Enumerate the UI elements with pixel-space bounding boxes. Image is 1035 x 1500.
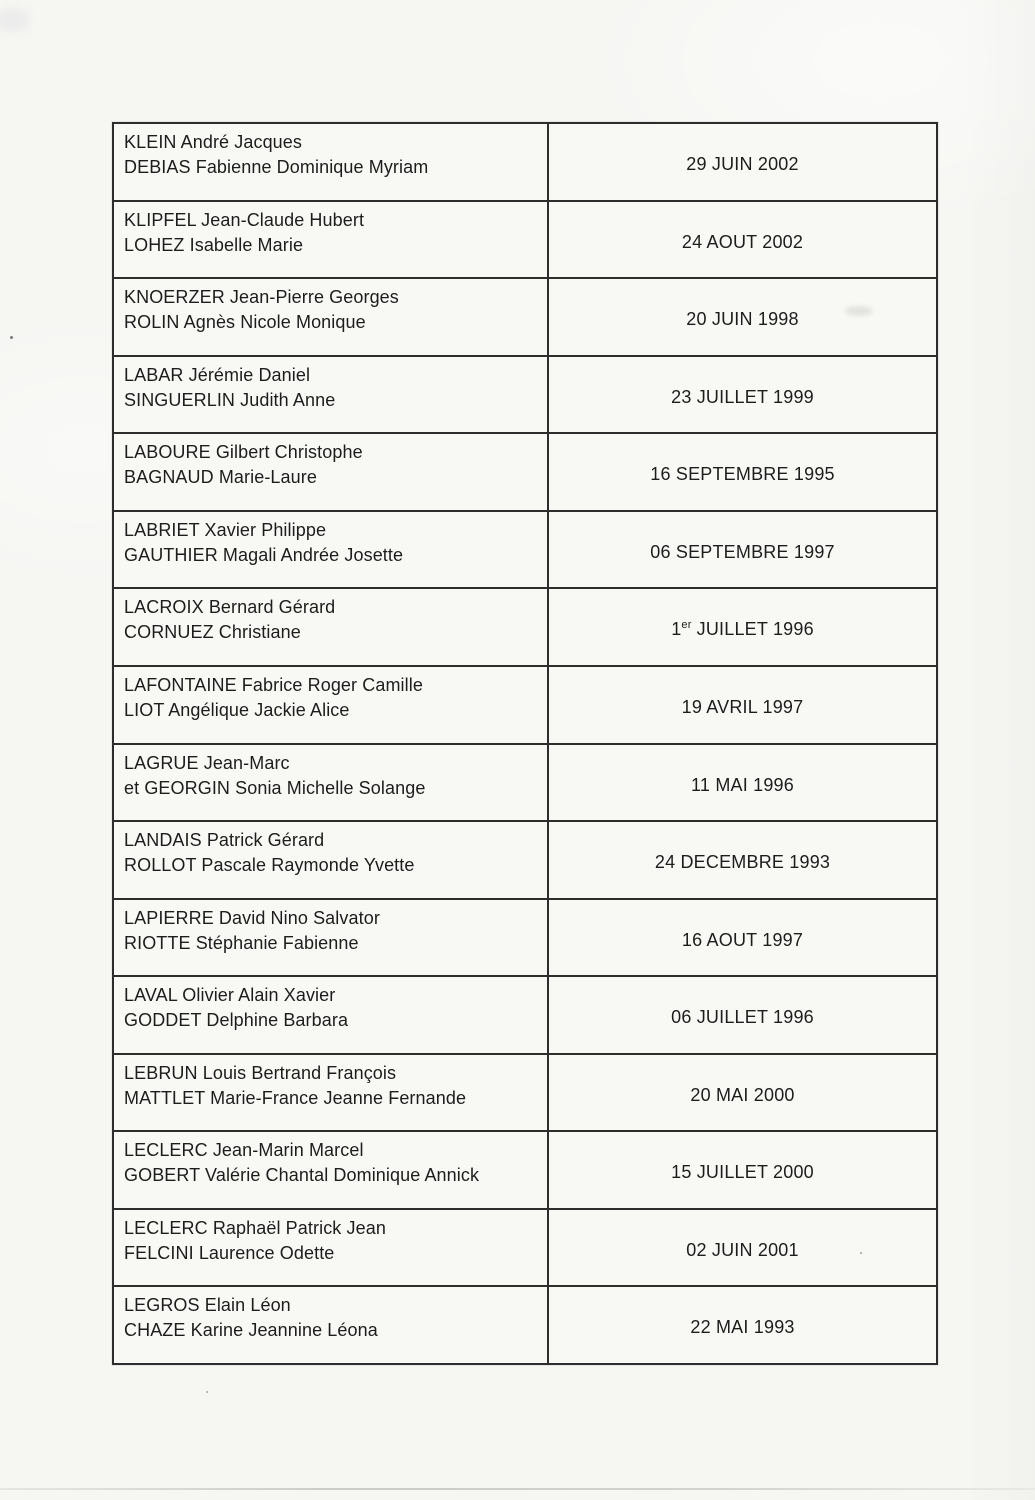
spouse1-name: LECLERC Raphaël Patrick Jean [124,1217,386,1238]
spouse2-name: DEBIAS Fabienne Dominique Myriam [124,157,429,177]
names-cell [114,900,547,976]
names-cell [114,822,547,898]
date-cell [547,977,936,1053]
spouse1-name: LAVAL Olivier Alain Xavier [124,985,336,1006]
table-row [114,743,936,821]
names-cell [114,1132,547,1208]
date-cell [547,512,936,588]
spouse2-name: GOBERT Valérie Chantal Dominique Annick [124,1165,480,1186]
spouse2-name: LOHEZ Isabelle Marie [124,234,304,255]
spouse2-name: GAUTHIER Magali Andrée Josette [124,544,404,565]
marriage-date: 24 AOUT 2002 [681,231,804,252]
date-cell [547,745,936,821]
names-cell [114,512,547,588]
marriage-date: 29 JUIN 2002 [686,154,799,174]
spouse1-name: LACROIX Bernard Gérard [124,597,336,618]
table-row [114,820,936,898]
table-row [114,975,936,1053]
table-row [114,510,936,588]
table-row [114,898,936,976]
names-cell [114,1055,547,1131]
spouse2-name: BAGNAUD Marie-Laure [124,467,317,488]
marriage-date: 02 JUIN 2001 [686,1239,799,1260]
marriage-date: 22 MAI 1993 [690,1317,795,1338]
marriage-register-table [112,122,938,1365]
names-cell [114,977,547,1053]
names-cell [114,745,547,821]
spouse2-name: MATTLET Marie-France Jeanne Fernande [124,1087,467,1108]
date-cell [547,202,936,278]
scan-speck [860,1252,862,1254]
names-cell [114,1287,547,1363]
date-cell [547,900,936,976]
table-row [114,665,936,743]
marriage-date: 20 JUIN 1998 [686,309,799,330]
date-ordinal-suffix: er [681,619,692,632]
spouse2-name: ROLLOT Pascale Raymonde Yvette [124,855,415,876]
marriage-date: 15 JUILLET 2000 [671,1162,814,1183]
scan-speck [10,336,13,339]
spouse1-name: LANDAIS Patrick Gérard [124,830,325,851]
date-cell [547,667,936,743]
names-cell [114,202,547,278]
table-row [114,1208,936,1286]
marriage-date: 16 AOUT 1997 [681,929,804,950]
scan-edge-line [0,1488,1035,1490]
spouse1-name: LABRIET Xavier Philippe [124,519,327,540]
marriage-date: 06 SEPTEMBRE 1997 [650,541,835,562]
marriage-date: 06 JUILLET 1996 [671,1007,814,1028]
date-cell [547,1132,936,1208]
names-cell [114,279,547,355]
date-cell [547,124,936,200]
spouse1-name: KLEIN André Jacques [124,132,303,152]
scan-speck [206,1391,208,1393]
names-cell [114,357,547,433]
spouse2-name: SINGUERLIN Judith Anne [124,389,336,410]
spouse1-name: LABOURE Gilbert Christophe [124,442,363,463]
scan-smudge [0,8,30,32]
spouse1-name: LEGROS Elain Léon [124,1295,291,1316]
marriage-date: 24 DECEMBRE 1993 [654,852,831,873]
table-row [114,587,936,665]
table-row [114,277,936,355]
spouse2-name: LIOT Angélique Jackie Alice [124,699,350,720]
date-cell [547,1055,936,1131]
spouse1-name: LAGRUE Jean-Marc [124,752,290,773]
spouse2-name: RIOTTE Stéphanie Fabienne [124,932,359,953]
date-cell [547,822,936,898]
table-row [114,432,936,510]
marriage-date: 19 AVRIL 1997 [681,696,804,717]
spouse1-name: KNOERZER Jean-Pierre Georges [124,287,399,308]
names-cell [114,667,547,743]
table-row [114,200,936,278]
table-row [114,1285,936,1363]
date-cell [547,279,936,355]
marriage-date: 11 MAI 1996 [691,774,794,795]
names-cell [114,434,547,510]
table-row [114,355,936,433]
spouse1-name: KLIPFEL Jean-Claude Hubert [124,209,365,230]
table-row [114,1130,936,1208]
names-cell [114,124,547,200]
scan-smudge [845,306,873,316]
marriage-date: 23 JUILLET 1999 [671,386,814,407]
date-cell [547,357,936,433]
marriage-date [671,618,814,640]
marriage-date: 20 MAI 2000 [690,1084,795,1105]
names-cell [114,589,547,665]
date-cell [547,1287,936,1363]
spouse2-name: FELCINI Laurence Odette [124,1242,335,1263]
spouse2-name: ROLIN Agnès Nicole Monique [124,312,366,333]
table-row [114,124,936,200]
spouse2-name: GODDET Delphine Barbara [124,1010,349,1031]
date-cell [547,434,936,510]
names-cell [114,1210,547,1286]
spouse1-name: LAPIERRE David Nino Salvator [124,907,380,928]
date-cell [547,589,936,665]
date-month-year: JUILLET 1996 [696,619,814,640]
spouse2-name: CHAZE Karine Jeannine Léona [124,1320,378,1341]
date-day: 1 [671,619,682,640]
spouse1-name: LABAR Jérémie Daniel [124,364,311,385]
spouse1-name: LECLERC Jean-Marin Marcel [124,1140,364,1161]
spouse2-name: CORNUEZ Christiane [124,622,301,643]
marriage-date: 16 SEPTEMBRE 1995 [650,464,835,485]
spouse2-name: et GEORGIN Sonia Michelle Solange [124,777,426,798]
date-cell [547,1210,936,1286]
spouse1-name: LEBRUN Louis Bertrand François [124,1062,397,1083]
spouse1-name: LAFONTAINE Fabrice Roger Camille [124,674,423,695]
table-row [114,1053,936,1131]
